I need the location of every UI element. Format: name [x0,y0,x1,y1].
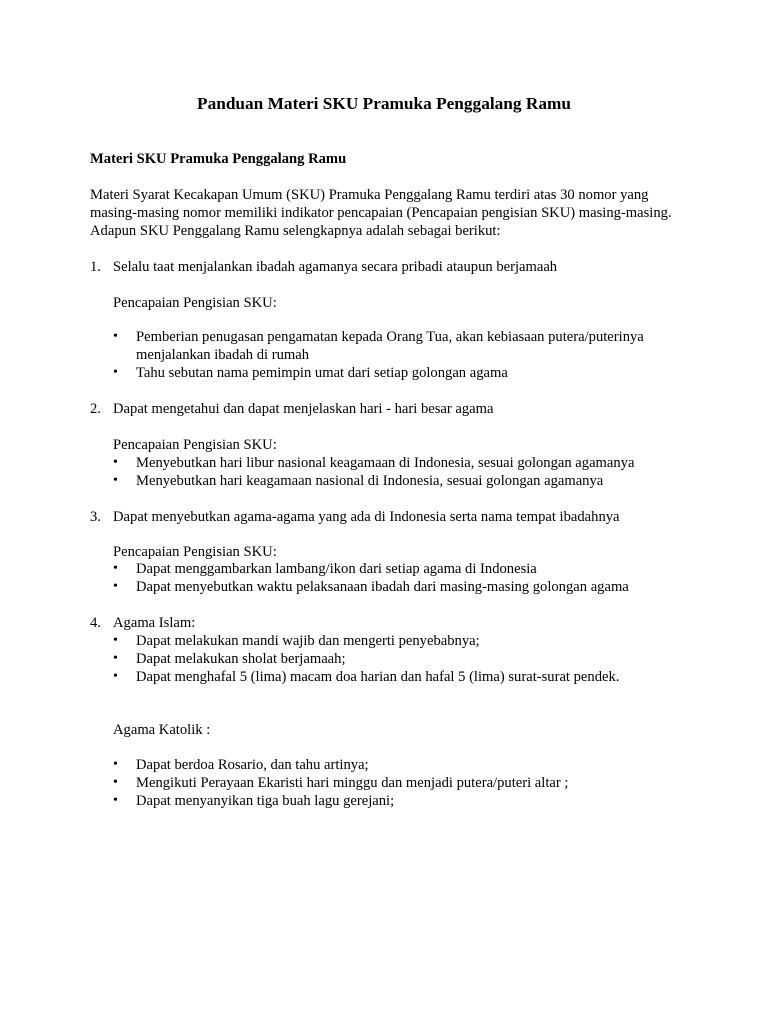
bullet-list [113,756,673,810]
bullet-item: • Mengikuti Perayaan Ekaristi hari minggu dan menjadi putera/puteri altar ; [113,775,569,791]
bullet-item: • Menyebutkan hari libur nasional keagamaan di Indonesia, sesuai golongan agamanya [113,455,635,471]
bullet-icon: • [113,633,118,648]
bullet-list [113,560,673,596]
bullet-list [113,632,673,686]
bullet-icon: • [113,561,118,576]
bullet-item: • Tahu sebutan nama pemimpin umat dari setiap golongan agama [113,365,508,381]
bullet-list [113,328,673,382]
item-number: 3. [90,509,101,525]
item-text: Dapat mengetahui dan dapat menjelaskan hari - hari besar agama [113,401,494,417]
achievement-label: Pencapaian Pengisian SKU: [113,544,277,560]
bullet-icon: • [113,455,118,470]
item-text: Selalu taat menjalankan ibadah agamanya secara pribadi ataupun berjamaah [113,259,558,275]
item-text: Dapat menyebutkan agama-agama yang ada di Indonesia serta nama tempat ibadahnya [113,509,620,525]
intro-paragraph: Materi Syarat Kecakapan Umum (SKU) Pramuka Penggalang Ramu terdiri atas 30 nomor yang masing-masing nomor memiliki indikator pencapaian (Pencapaian pengisian SKU) masing-masing. Adapun SKU Penggalang Ramu selengkapnya adalah sebagai berikut: [90,187,672,239]
bullet-list [113,454,673,490]
bullet-icon: • [113,793,118,808]
bullet-item: • Dapat menyanyikan tiga buah lagu gerejani; [113,793,395,809]
bullet-item: • Pemberian penugasan pengamatan kepada Orang Tua, akan kebiasaan putera/puterinya menjalankan ibadah di rumah [113,329,644,363]
bullet-icon: • [113,473,118,488]
document-title: Panduan Materi SKU Pramuka Penggalang Ramu [197,94,571,113]
bullet-item: • Dapat menyebutkan waktu pelaksanaan ibadah dari masing-masing golongan agama [113,579,629,595]
item-number: 1. [90,259,101,275]
bullet-item: • Dapat melakukan mandi wajib dan mengerti penyebabnya; [113,633,480,649]
bullet-icon: • [113,651,118,666]
bullet-item: • Dapat berdoa Rosario, dan tahu artinya; [113,757,369,773]
bullet-item: • Dapat menghafal 5 (lima) macam doa harian dan hafal 5 (lima) surat-surat pendek. [113,669,620,685]
item-number: 2. [90,401,101,417]
item-text: Agama Islam: [113,615,196,631]
item-number: 4. [90,615,101,631]
bullet-icon: • [113,365,118,380]
religion-label: Agama Katolik : [113,722,211,738]
bullet-item: • Menyebutkan hari keagamaan nasional di Indonesia, sesuai golongan agamanya [113,473,604,489]
bullet-icon: • [113,329,118,344]
bullet-item: • Dapat menggambarkan lambang/ikon dari setiap agama di Indonesia [113,561,537,577]
section-heading: Materi SKU Pramuka Penggalang Ramu [90,151,347,167]
bullet-icon: • [113,775,118,790]
bullet-item: • Dapat melakukan sholat berjamaah; [113,651,346,667]
achievement-label: Pencapaian Pengisian SKU: [113,437,277,453]
bullet-icon: • [113,669,118,684]
achievement-label: Pencapaian Pengisian SKU: [113,295,277,311]
bullet-icon: • [113,757,118,772]
bullet-icon: • [113,579,118,594]
